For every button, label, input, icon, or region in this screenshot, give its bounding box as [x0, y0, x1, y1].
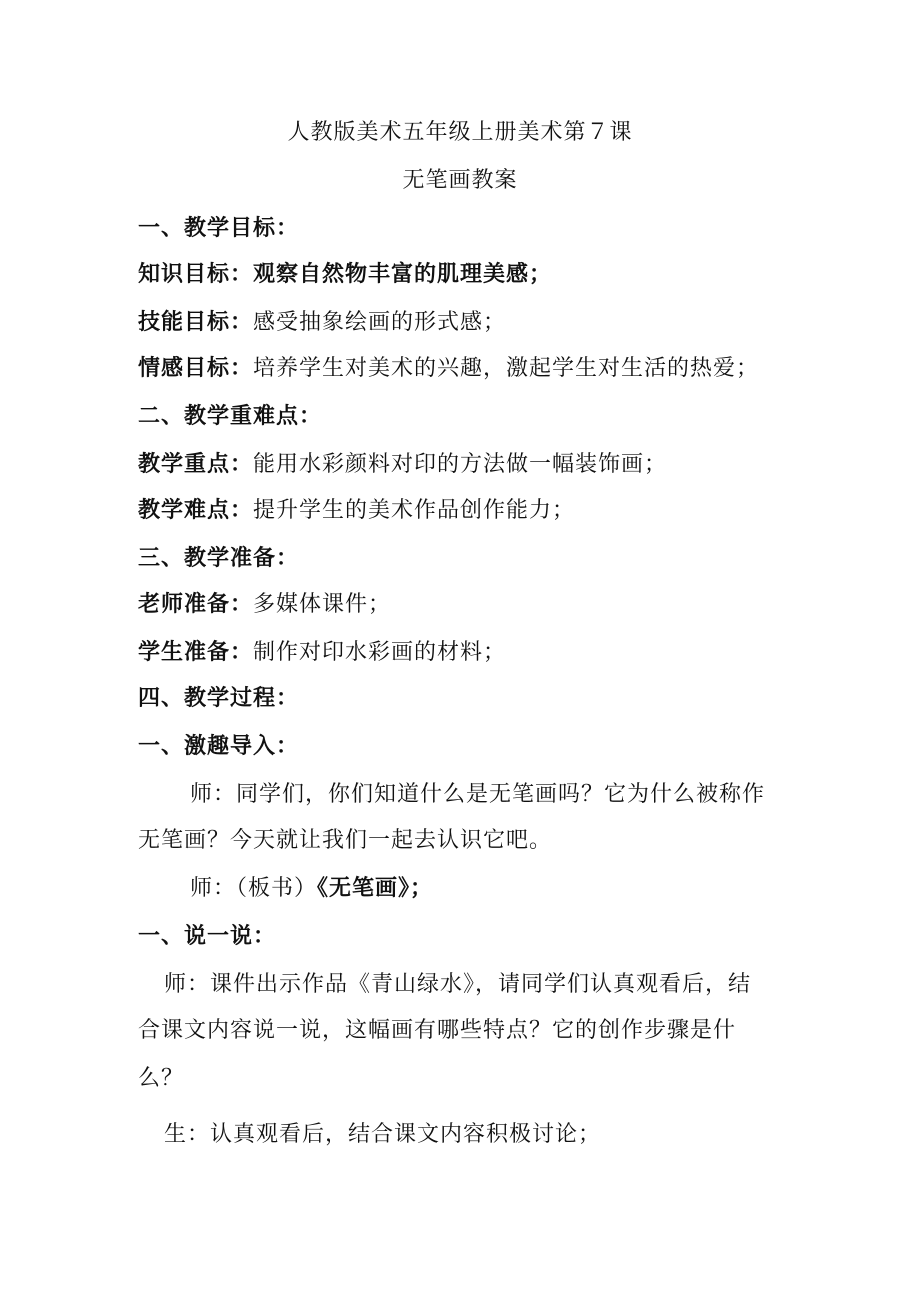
goal-knowledge-label: 知识目标：: [138, 262, 254, 287]
student-prep-label: 学生准备：: [138, 640, 254, 665]
teacher-prep-label: 老师准备：: [138, 592, 254, 617]
step-1-paragraph-2-prefix: 师：（板书）: [190, 876, 318, 901]
difficult-point-label: 教学难点：: [138, 498, 254, 523]
goal-knowledge: [138, 260, 778, 290]
section-1-heading: 一、教学目标：: [138, 216, 300, 241]
step-2-paragraph-2: 生：认真观看后，结合课文内容积极讨论；: [164, 1122, 602, 1147]
teacher-prep-text: 多媒体课件；: [253, 592, 392, 617]
student-prep-text: 制作对印水彩画的材料；: [253, 640, 507, 665]
difficult-point-text: 提升学生的美术作品创作能力；: [253, 498, 576, 523]
goal-emotion: [138, 354, 778, 384]
step-1-heading: 一、激趣导入：: [138, 734, 300, 759]
goal-skill-label: 技能目标：: [138, 310, 254, 335]
step-1-paragraph-2: [190, 874, 830, 904]
teacher-prep: [138, 590, 778, 620]
section-2-heading: 二、教学重难点：: [138, 404, 323, 429]
key-point: [138, 450, 778, 480]
document-title: 人教版美术五年级上册美术第７课: [287, 120, 633, 145]
step-1-paragraph-1-line-1: 师：同学们，你们知道什么是无笔画吗？它为什么被称作: [190, 782, 766, 807]
student-prep: [138, 638, 778, 668]
step-1-paragraph-1-line-2: 无笔画？今天就让我们一起去认识它吧。: [138, 828, 553, 853]
key-point-label: 教学重点：: [138, 452, 254, 477]
key-point-text: 能用水彩颜料对印的方法做一幅装饰画；: [253, 452, 668, 477]
section-4-heading: 四、教学过程：: [138, 686, 300, 711]
goal-emotion-text: 培养学生对美术的兴趣，激起学生对生活的热爱；: [253, 356, 760, 381]
goal-emotion-label: 情感目标：: [138, 356, 254, 381]
step-2-paragraph-1-line-2: 合课文内容说一说，这幅画有哪些特点？它的创作步骤是什: [138, 1018, 737, 1043]
step-1-paragraph-2-bold: 《无笔画》；: [317, 876, 434, 901]
difficult-point: [138, 496, 778, 526]
goal-skill-text: 感受抽象绘画的形式感；: [253, 310, 507, 335]
step-2-paragraph-1-line-3: 么？: [138, 1066, 185, 1091]
document-subtitle: 无笔画教案: [402, 168, 518, 193]
step-2-heading: 一、说一说：: [138, 924, 277, 949]
goal-skill: [138, 308, 778, 338]
section-3-heading: 三、教学准备：: [138, 546, 300, 571]
step-2-paragraph-1-line-1: 师：课件出示作品《青山绿水》，请同学们认真观看后，结: [164, 972, 752, 997]
goal-knowledge-text: 观察自然物丰富的肌理美感；: [253, 262, 553, 287]
